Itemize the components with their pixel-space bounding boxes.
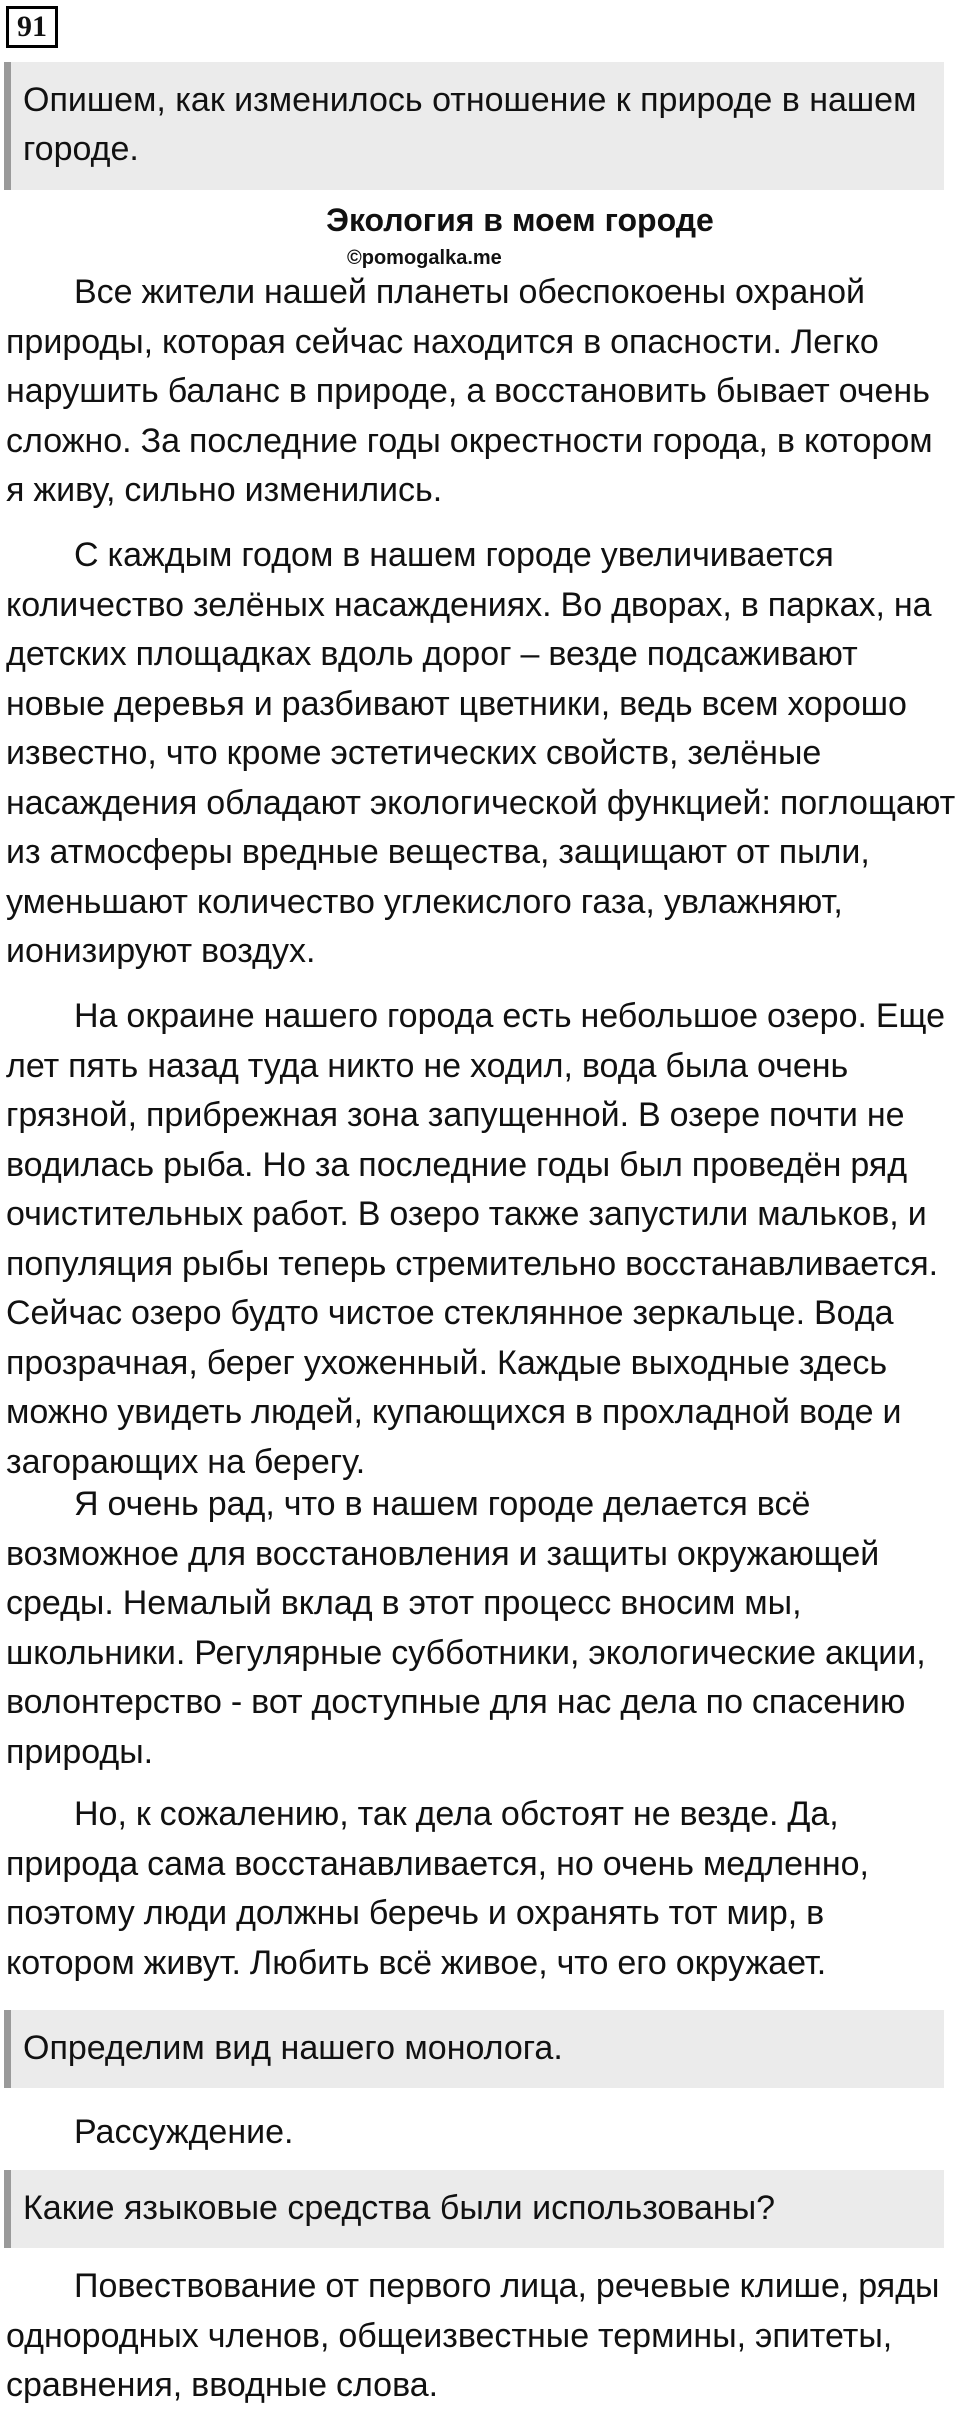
prompt-box-2 xyxy=(4,2010,944,2088)
prompt-text-2: Определим вид нашего монолога. xyxy=(23,2029,563,2067)
prompt-text-1: Опишем, как изменилось отношение к природе в нашем городе. xyxy=(23,81,917,168)
essay-paragraph-5: Но, к сожалению, так дела обстоят не везде. Да, природа сама восстанавливается, но очень медленно, поэтому люди должны беречь и охранять тот мир, в котором живут. Любить всё живое, что его окружает. xyxy=(6,1795,869,1982)
prompt-box-1 xyxy=(4,62,944,190)
essay-paragraph-1: Все жители нашей планеты обеспокоены охраной природы, которая сейчас находится в опасности. Легко нарушить баланс в природе, а восстановить бывает очень сложно. За последние годы окрестности города, в котором я живу, сильно изменились. xyxy=(6,273,933,509)
watermark: ©pomogalka.me xyxy=(347,247,502,269)
essay-paragraph-2: С каждым годом в нашем городе увеличивается количество зелёных насаждениях. Во дворах, в парках, на детских площадках вдоль дорог – везде подсаживают новые деревья и разбивают цветники, ведь всем хорошо известно, что кроме эстетических свойств, зелёные насаждения обладают экологической функцией: поглощают из атмосферы вредные вещества, защищают от пыли, уменьшают количество углекислого газа, увлажняют, ионизируют воздух. xyxy=(6,536,956,970)
task-number-badge: 91 xyxy=(6,6,58,48)
answer-2: Рассуждение. xyxy=(74,2113,294,2151)
prompt-text-3: Какие языковые средства были использованы? xyxy=(23,2189,776,2227)
essay-paragraph-3: На окраине нашего города есть небольшое озеро. Еще лет пять назад туда никто не ходил, вода была очень грязной, прибрежная зона запущенной. В озере почти не водилась рыба. Но за последние годы был проведён ряд очистительных работ. В озеро также запустили мальков, и популяция рыбы теперь стремительно восстанавливается. Сейчас озеро будто чистое стеклянное зеркальце. Вода прозрачная, берег ухоженный. Каждые выходные здесь можно увидеть людей, купающихся в прохладной воде и загорающих на берегу. xyxy=(6,997,946,1481)
essay-title: Экология в моем городе xyxy=(326,202,714,238)
prompt-box-3 xyxy=(4,2170,944,2248)
answer-3: Повествование от первого лица, речевые клише, ряды однородных членов, общеизвестные термины, эпитеты, сравнения, вводные слова. xyxy=(6,2267,940,2404)
essay-paragraph-4: Я очень рад, что в нашем городе делается всё возможное для восстановления и защиты окружающей среды. Немалый вклад в этот процесс вносим мы, школьники. Регулярные субботники, экологические акции, волонтерство - вот доступные для нас дела по спасению природы. xyxy=(6,1485,926,1771)
